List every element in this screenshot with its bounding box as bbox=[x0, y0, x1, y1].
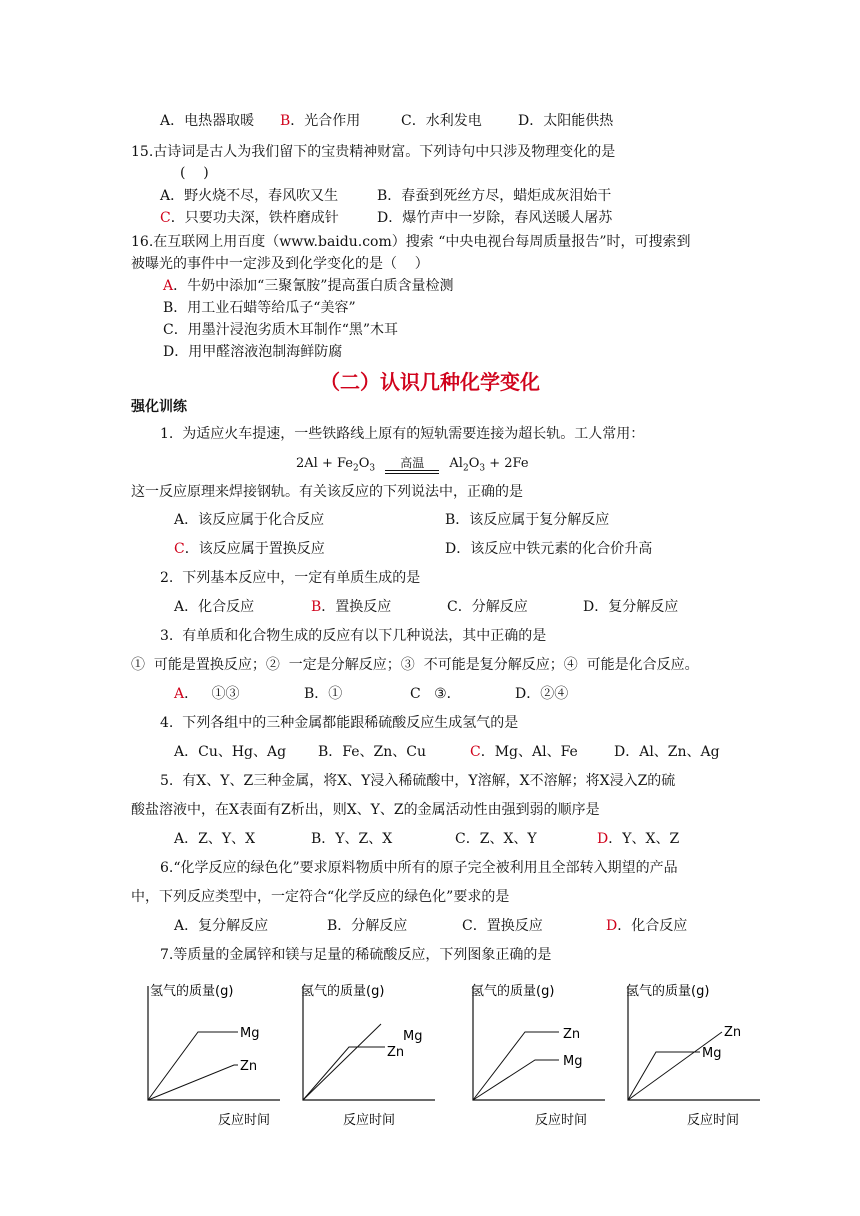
q15-option-a: A．野火烧不尽，春风吹又生 bbox=[160, 188, 339, 204]
q2-option-d: D．复分解反应 bbox=[583, 599, 679, 615]
q14-answer-letter: B bbox=[280, 113, 291, 129]
q15-stem: 15.古诗词是古人为我们留下的宝贵精神财富。下列诗句中只涉及物理变化的是 bbox=[131, 144, 616, 160]
q6-option-b: B．分解反应 bbox=[327, 918, 408, 934]
series-label-mg: Mg bbox=[702, 1046, 722, 1061]
q4-answer-letter: C bbox=[470, 744, 481, 760]
q3-stem: 3. 有单质和化合物生成的反应有以下几种说法，其中正确的是 bbox=[160, 628, 547, 644]
q7-stem: 7.等质量的金属锌和镁与足量的稀硫酸反应，下列图象正确的是 bbox=[160, 947, 552, 963]
q5-stem-2: 酸盐溶液中，在X表面有Z析出，则X、Y、Z的金属活动性由强到弱的顺序是 bbox=[131, 802, 600, 818]
eq-sub: 3 bbox=[479, 463, 486, 474]
q16-option-a bbox=[163, 276, 453, 296]
eq-o: O bbox=[358, 456, 370, 471]
q5-option-a: A．Z、Y、X bbox=[174, 831, 256, 847]
q14-option-a: A．电热器取暖 bbox=[160, 113, 255, 129]
chemical-equation bbox=[296, 454, 529, 474]
q6-option-c: C．置换反应 bbox=[462, 918, 543, 934]
q16-stem-2: 被曝光的事件中一定涉及到化学变化的是（ ） bbox=[131, 256, 429, 272]
eq-reactants: 2Al + Fe bbox=[296, 456, 353, 471]
series-label-zn: Zn bbox=[563, 1027, 581, 1042]
subsection-title: 强化训练 bbox=[131, 399, 187, 415]
q5-stem: 5. 有X、Y、Z三种金属，将X、Y浸入稀硫酸中，Y溶解，X不溶解；将X浸入Z的硫 bbox=[160, 773, 676, 789]
q3-option-b: B．① bbox=[304, 686, 343, 702]
eq-sub: 2 bbox=[352, 463, 359, 474]
q14-option-b bbox=[280, 111, 360, 131]
eq-sub: 2 bbox=[462, 463, 469, 474]
eq-o: O bbox=[468, 456, 480, 471]
q15-option-c-text: ．只要功夫深，铁杵磨成针 bbox=[170, 210, 339, 226]
q5-option-b: B．Y、Z、X bbox=[311, 831, 393, 847]
y-axis-label: 氢气的质量(g) bbox=[471, 984, 555, 999]
q4-option-a: A．Cu、Hg、Ag bbox=[174, 744, 287, 760]
q15-option-b: B．春蚕到死丝方尽，蜡炬成灰泪始干 bbox=[377, 188, 612, 204]
q6-option-d bbox=[606, 916, 687, 936]
q6-stem: 6.“化学反应的绿色化”要求原料物质中所有的原子完全被利用且全部转入期望的产品 bbox=[160, 860, 678, 876]
q1-option-b: B．该反应属于复分解反应 bbox=[445, 512, 610, 528]
q4-option-b: B．Fe、Zn、Cu bbox=[318, 744, 426, 760]
q4-option-d: D．Al、Zn、Ag bbox=[614, 744, 720, 760]
q16-option-d: D．用甲醛溶液泡制海鲜防腐 bbox=[163, 344, 343, 360]
series-label-zn: Zn bbox=[724, 1025, 742, 1040]
q1-stem: 1. 为适应火车提速，一些铁路线上原有的短轨需要连接为超长轨。工人常用： bbox=[160, 426, 645, 442]
y-axis-label: 氢气的质量(g) bbox=[301, 984, 385, 999]
q1-option-c-text: ．该反应属于置换反应 bbox=[184, 541, 325, 557]
q2-option-c: C．分解反应 bbox=[447, 599, 528, 615]
q4-option-c-text: ．Mg、Al、Fe bbox=[480, 744, 578, 760]
q2-answer-letter: B bbox=[311, 599, 322, 615]
q15-option-c bbox=[160, 208, 339, 228]
q16-answer-letter: A bbox=[163, 278, 174, 294]
series-label-zn: Zn bbox=[387, 1045, 405, 1060]
q3-option-a bbox=[174, 684, 239, 704]
q3-stem-2: ① 可能是置换反应；② 一定是分解反应；③ 不可能是复分解反应；④ 可能是化合反应。 bbox=[131, 657, 699, 673]
q16-option-c: C．用墨汁浸泡劣质木耳制作“黑”木耳 bbox=[163, 322, 399, 338]
q2-option-b bbox=[311, 597, 391, 617]
eq-condition: 高温 bbox=[385, 454, 439, 471]
series-label-zn: Zn bbox=[240, 1059, 258, 1074]
q6-stem-2: 中，下列反应类型中，一定符合“化学反应的绿色化”要求的是 bbox=[131, 889, 510, 905]
graph-option-b bbox=[285, 980, 445, 1130]
q16-option-a-text: ．牛奶中添加“三聚氰胺”提高蛋白质含量检测 bbox=[173, 278, 454, 294]
q3-answer-letter: A bbox=[174, 686, 185, 702]
x-axis-label: 反应时间 bbox=[687, 1113, 740, 1128]
q1-option-c bbox=[174, 539, 325, 559]
q5-option-d bbox=[597, 829, 679, 849]
q1-option-a: A．该反应属于化合反应 bbox=[174, 512, 325, 528]
series-label-mg: Mg bbox=[240, 1026, 260, 1041]
q14-option-b-text: ．光合作用 bbox=[290, 113, 361, 129]
x-axis-label: 反应时间 bbox=[535, 1113, 588, 1128]
q3-option-c: C ③． bbox=[410, 686, 461, 702]
graph-option-d bbox=[610, 980, 770, 1130]
q16-stem: 16.在互联网上用百度（www.baidu.com）搜索 “中央电视台每周质量报告”时，可搜索到 bbox=[131, 234, 691, 250]
q3-option-d: D．②④ bbox=[515, 686, 569, 702]
q2-option-b-text: ．置换反应 bbox=[321, 599, 392, 615]
q2-stem: 2. 下列基本反应中，一定有单质生成的是 bbox=[160, 570, 421, 586]
series-label-mg: Mg bbox=[403, 1029, 423, 1044]
y-axis-label: 氢气的质量(g) bbox=[626, 984, 710, 999]
q5-option-c: C．Z、X、Y bbox=[455, 831, 537, 847]
q4-option-c bbox=[470, 742, 578, 762]
x-axis-label: 反应时间 bbox=[343, 1113, 396, 1128]
eq-product: Al bbox=[449, 456, 463, 471]
q16-option-b: B．用工业石蜡等给瓜子“美容” bbox=[163, 300, 356, 316]
q5-answer-letter: D bbox=[597, 831, 609, 847]
q15-bracket: ( ) bbox=[180, 165, 209, 181]
q4-stem: 4. 下列各组中的三种金属都能跟稀硫酸反应生成氢气的是 bbox=[160, 715, 519, 731]
q6-answer-letter: D bbox=[606, 918, 618, 934]
eq-sub: 3 bbox=[369, 463, 376, 474]
graph-option-a bbox=[130, 980, 290, 1130]
q14-option-c: C．水利发电 bbox=[401, 113, 482, 129]
q6-option-a: A．复分解反应 bbox=[174, 918, 269, 934]
y-axis-label: 氢气的质量(g) bbox=[150, 984, 234, 999]
q15-option-d: D．爆竹声中一岁除，春风送暖人屠苏 bbox=[377, 210, 613, 226]
eq-product-2: + 2Fe bbox=[485, 456, 529, 471]
q6-option-d-text: ．化合反应 bbox=[617, 918, 688, 934]
q5-option-d-text: ．Y、X、Z bbox=[608, 831, 680, 847]
q2-option-a: A．化合反应 bbox=[174, 599, 255, 615]
q3-option-a-text: ． ①③ bbox=[184, 686, 240, 702]
q15-answer-letter: C bbox=[160, 210, 171, 226]
q1-answer-letter: C bbox=[174, 541, 185, 557]
section-title: （二）认识几种化学变化 bbox=[320, 370, 540, 394]
series-label-mg: Mg bbox=[563, 1054, 583, 1069]
q1-stem-2: 这一反应原理来焊接钢轨。有关该反应的下列说法中，正确的是 bbox=[131, 484, 523, 500]
q1-option-d: D．该反应中铁元素的化合价升高 bbox=[445, 541, 653, 557]
q14-option-d: D．太阳能供热 bbox=[518, 113, 614, 129]
graph-option-c bbox=[455, 980, 615, 1130]
x-axis-label: 反应时间 bbox=[218, 1113, 271, 1128]
